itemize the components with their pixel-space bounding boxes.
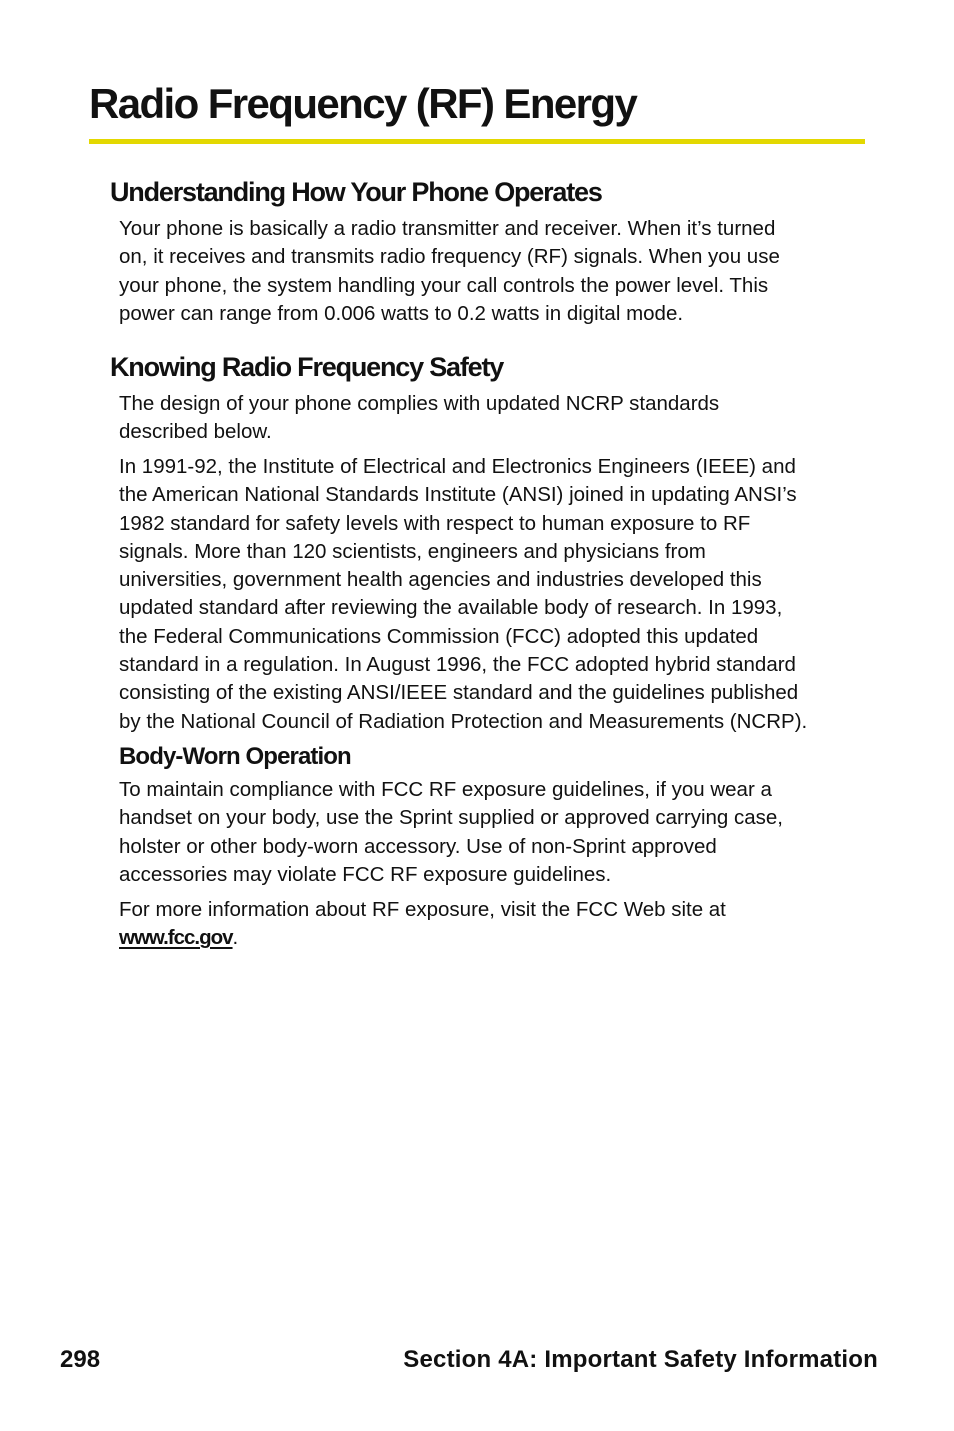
subheading-body-worn: Body-Worn Operation <box>119 743 351 770</box>
text-line: your phone, the system handling your call controls the power level. This <box>119 273 769 297</box>
text-line: In 1991-92, the Institute of Electrical and Electronics Engineers (IEEE) and <box>119 455 796 478</box>
text-line: the American National Standards Institute (ANSI) joined in updating ANSI’s <box>119 483 797 507</box>
text-line: by the National Council of Radiation Protection and Measurements (NCRP). <box>119 709 808 733</box>
text-line: standard in a regulation. In August 1996, the FCC adopted hybrid standard <box>119 653 796 677</box>
section-heading-safety: Knowing Radio Frequency Safety <box>110 352 504 382</box>
link-suffix: . <box>232 926 239 950</box>
page-title: Radio Frequency (RF) Energy <box>89 80 637 127</box>
text-line: holster or other body-worn accessory. Use of non-Sprint approved <box>119 834 717 858</box>
paragraph-body-worn <box>119 776 879 889</box>
text-line: universities, government health agencies and industries developed this <box>119 568 762 592</box>
text-line: updated standard after reviewing the available body of research. In 1993, <box>119 596 783 620</box>
footer-section-title: Section 4A: Important Safety Information <box>403 1346 878 1373</box>
text-line: 1982 standard for safety levels with respect to human exposure to RF <box>119 511 751 535</box>
text-line: power can range from 0.006 watts to 0.2 watts in digital mode. <box>119 301 684 325</box>
text-line <box>119 924 879 952</box>
paragraph-more-info <box>119 896 879 953</box>
text-line: To maintain compliance with FCC RF exposure guidelines, if you wear a <box>119 778 772 801</box>
paragraph-safety-intro <box>119 390 879 447</box>
text-line: The design of your phone complies with updated NCRP standards <box>119 392 720 415</box>
title-divider <box>89 139 865 144</box>
paragraph-safety-history <box>119 453 879 736</box>
text-line: described below. <box>119 420 272 444</box>
section-heading-understanding: Understanding How Your Phone Operates <box>110 177 602 207</box>
fcc-website-link[interactable]: www.fcc.gov <box>119 926 233 950</box>
text-line: Your phone is basically a radio transmitter and receiver. When it’s turned <box>119 217 776 240</box>
text-line: signals. More than 120 scientists, engineers and physicians from <box>119 539 706 563</box>
page-number: 298 <box>60 1346 101 1373</box>
text-line: accessories may violate FCC RF exposure guidelines. <box>119 862 612 886</box>
text-line: consisting of the existing ANSI/IEEE standard and the guidelines published <box>119 681 799 705</box>
text-line: handset on your body, use the Sprint supplied or approved carrying case, <box>119 806 783 830</box>
text-line: For more information about RF exposure, visit the FCC Web site at <box>119 898 726 921</box>
paragraph-understanding <box>119 215 879 328</box>
text-line: on, it receives and transmits radio frequency (RF) signals. When you use <box>119 245 780 269</box>
text-line: the Federal Communications Commission (FCC) adopted this updated <box>119 624 759 648</box>
